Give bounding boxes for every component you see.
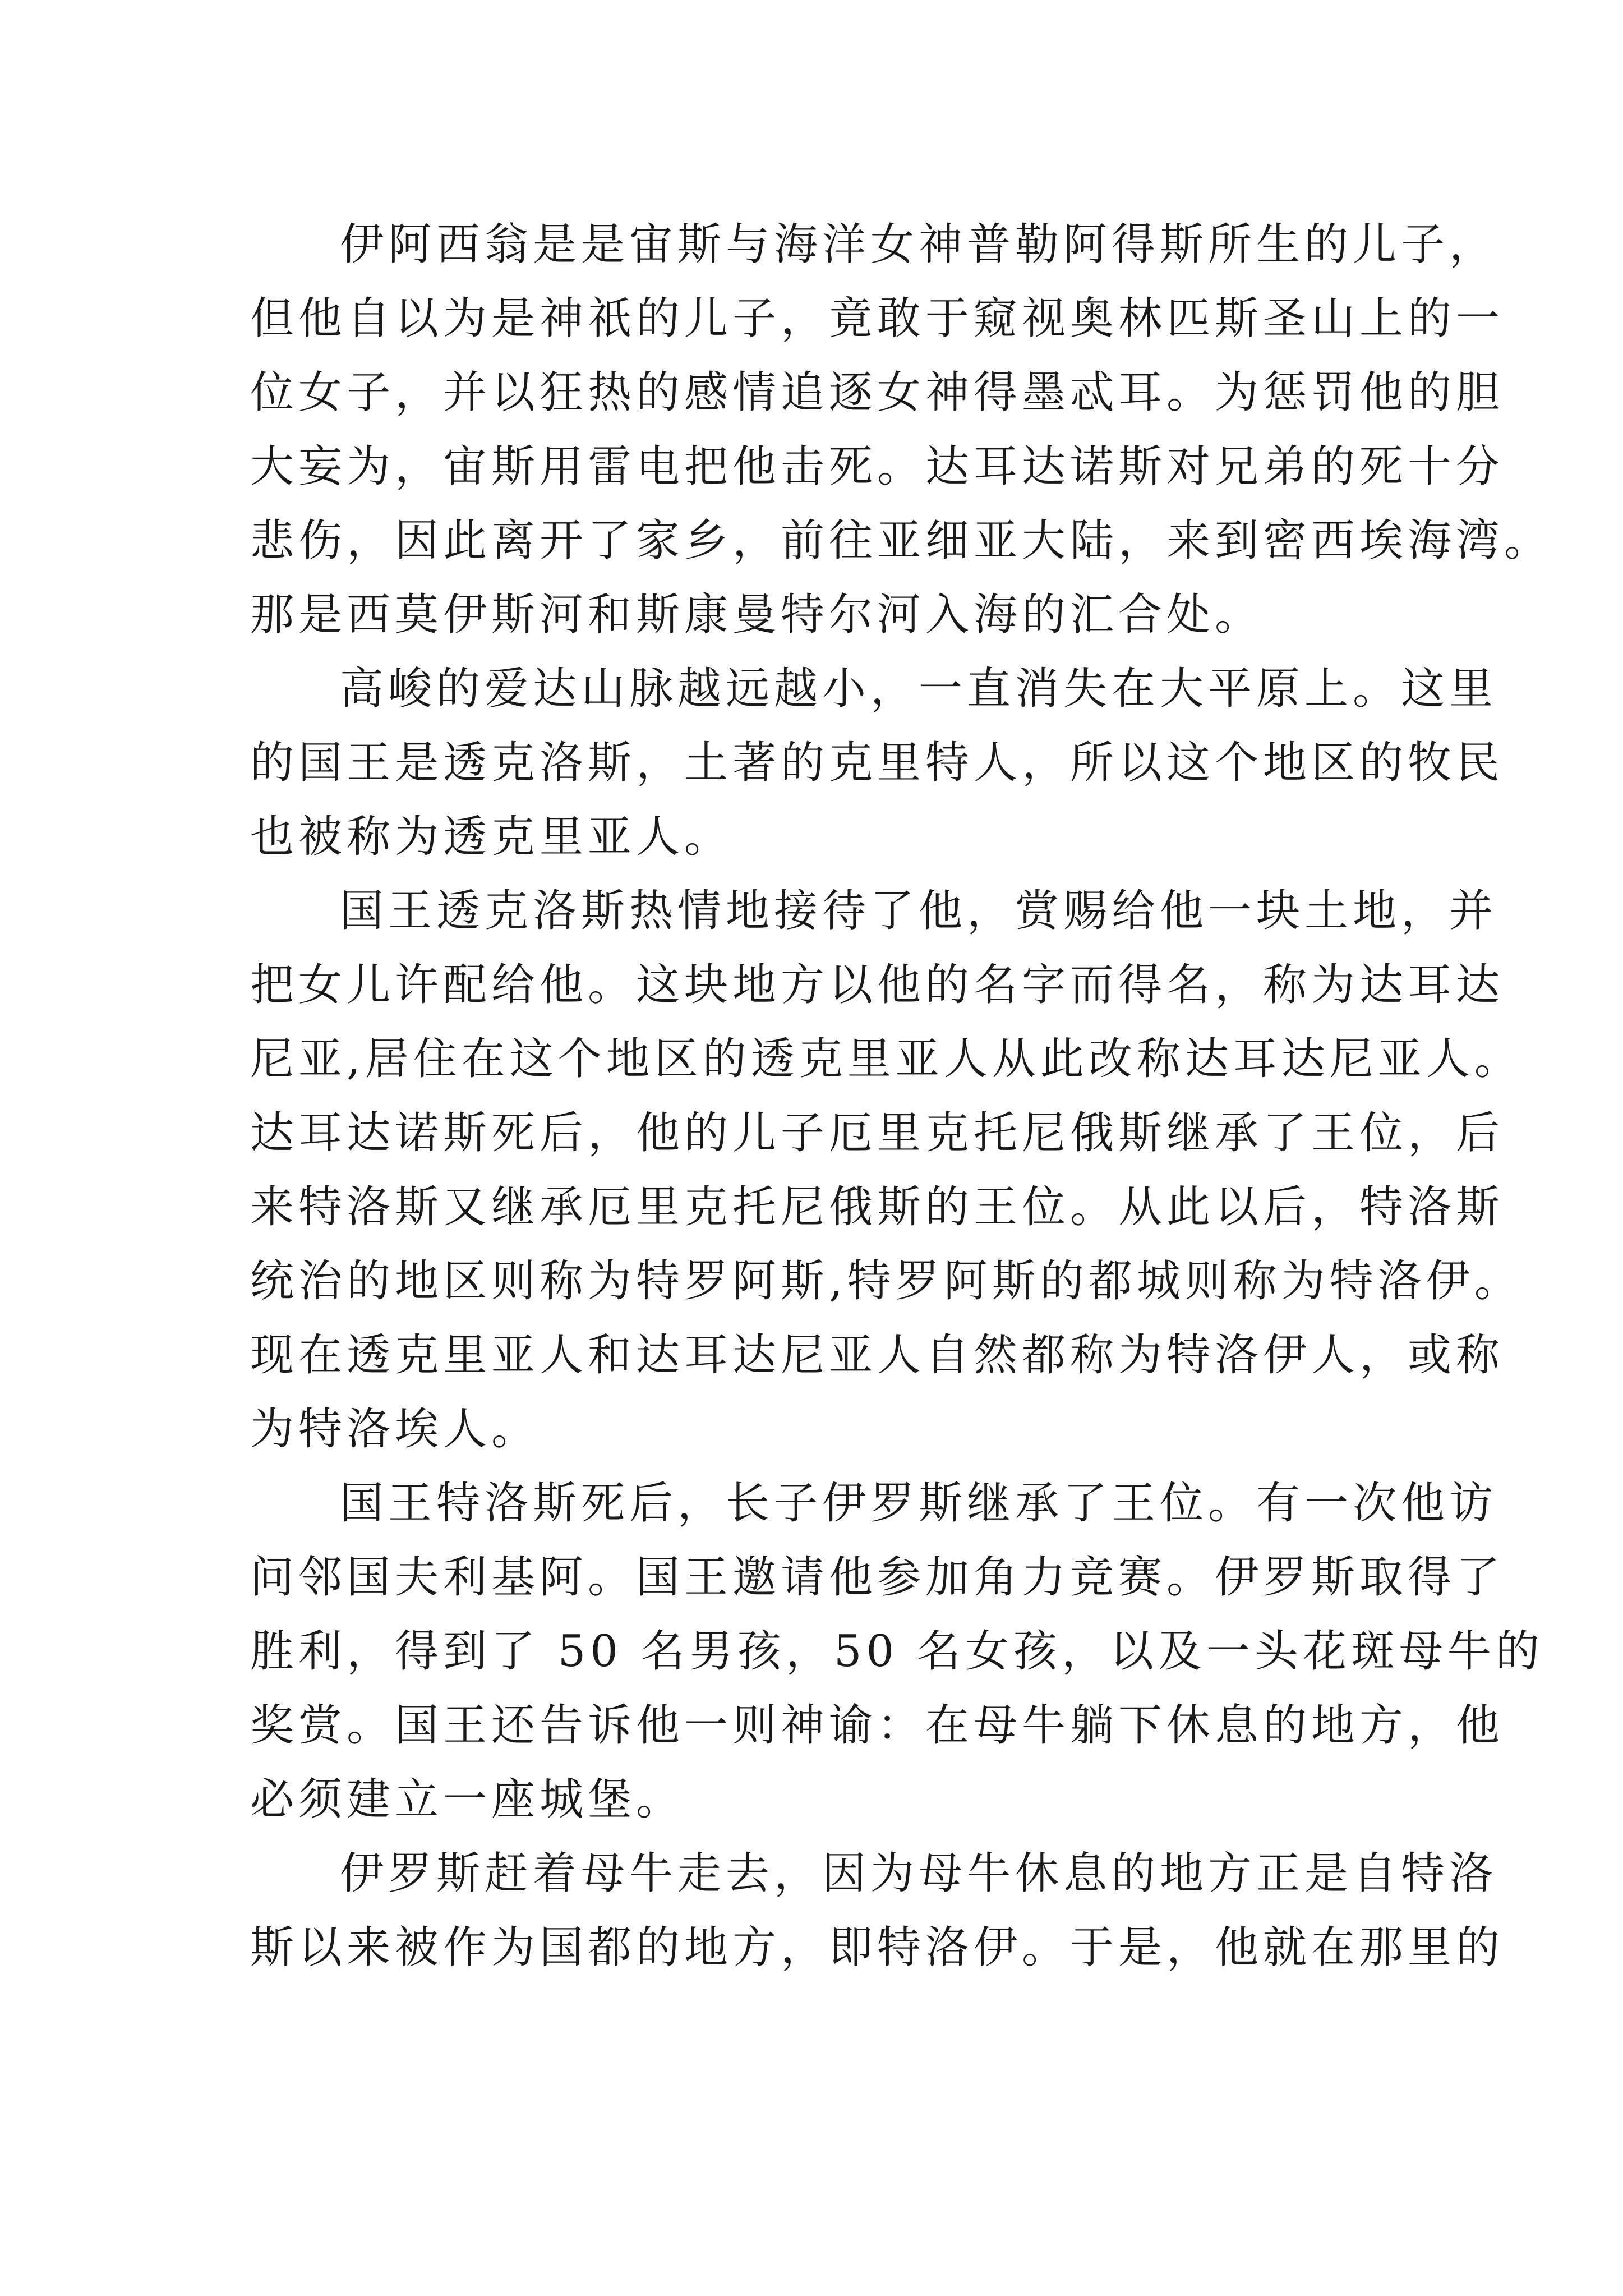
text-line: 也被称为透克里亚人。 — [250, 812, 733, 862]
text-line: 大妄为，宙斯用雷电把他击死。达耳达诺斯对兄弟的死十分 — [250, 441, 1505, 492]
paragraph-4 — [250, 1466, 1544, 1837]
text-line: 那是西莫伊斯河和斯康曼特尔河入海的汇合处。 — [250, 590, 1264, 640]
paragraph-5 — [250, 1837, 1505, 1985]
text-line: 伊阿西翁是是宙斯与海洋女神普勒阿得斯所生的儿子， — [340, 219, 1498, 270]
text-line: 位女子，并以狂热的感情追逐女神得墨忒耳。为惩罚他的胆 — [250, 367, 1505, 418]
text-line: 现在透克里亚人和达耳达尼亚人自然都称为特洛伊人，或称 — [250, 1330, 1505, 1381]
paragraph-1 — [250, 208, 1553, 652]
text-line: 来特洛斯又继承厄里克托尼俄斯的王位。从此以后，特洛斯 — [250, 1182, 1505, 1232]
text-line: 的国王是透克洛斯，土著的克里特人，所以这个地区的牧民 — [250, 738, 1505, 788]
text-line: 但他自以为是神祇的儿子，竟敢于窥视奥林匹斯圣山上的一 — [250, 293, 1505, 344]
document-body — [250, 208, 1553, 1985]
text-line: 问邻国夫利基阿。国王邀请他参加角力竞赛。伊罗斯取得了 — [250, 1552, 1505, 1603]
text-line: 为特洛埃人。 — [250, 1404, 540, 1455]
text-line: 高峻的爱达山脉越远越小，一直消失在大平原上。这里 — [340, 664, 1498, 714]
text-line: 把女儿许配给他。这块地方以他的名字而得名，称为达耳达 — [250, 960, 1505, 1010]
text-line: 尼亚,居住在这个地区的透克里亚人从此改称达耳达尼亚人。 — [250, 1034, 1523, 1084]
text-line: 斯以来被作为国都的地方，即特洛伊。于是，他就在那里的 — [250, 1922, 1505, 1973]
text-line: 统治的地区则称为特罗阿斯,特罗阿斯的都城则称为特洛伊。 — [250, 1256, 1523, 1306]
text-line: 必须建立一座城堡。 — [250, 1774, 685, 1825]
text-line: 悲伤，因此离开了家乡，前往亚细亚大陆，来到密西埃海湾。 — [250, 516, 1553, 566]
text-line: 伊罗斯赶着母牛走去，因为母牛休息的地方正是自特洛 — [340, 1848, 1498, 1899]
paragraph-3 — [250, 874, 1523, 1466]
text-line: 达耳达诺斯死后，他的儿子厄里克托尼俄斯继承了王位，后 — [250, 1108, 1505, 1158]
text-line: 奖赏。国王还告诉他一则神谕：在母牛躺下休息的地方，他 — [250, 1700, 1505, 1751]
text-line: 国王特洛斯死后，长子伊罗斯继承了王位。有一次他访 — [340, 1478, 1498, 1529]
paragraph-2 — [250, 652, 1505, 874]
text-line: 国王透克洛斯热情地接待了他，赏赐给他一块土地，并 — [340, 886, 1498, 936]
text-line: 胜利，得到了 50 名男孩，50 名女孩，以及一头花斑母牛的 — [250, 1626, 1544, 1677]
